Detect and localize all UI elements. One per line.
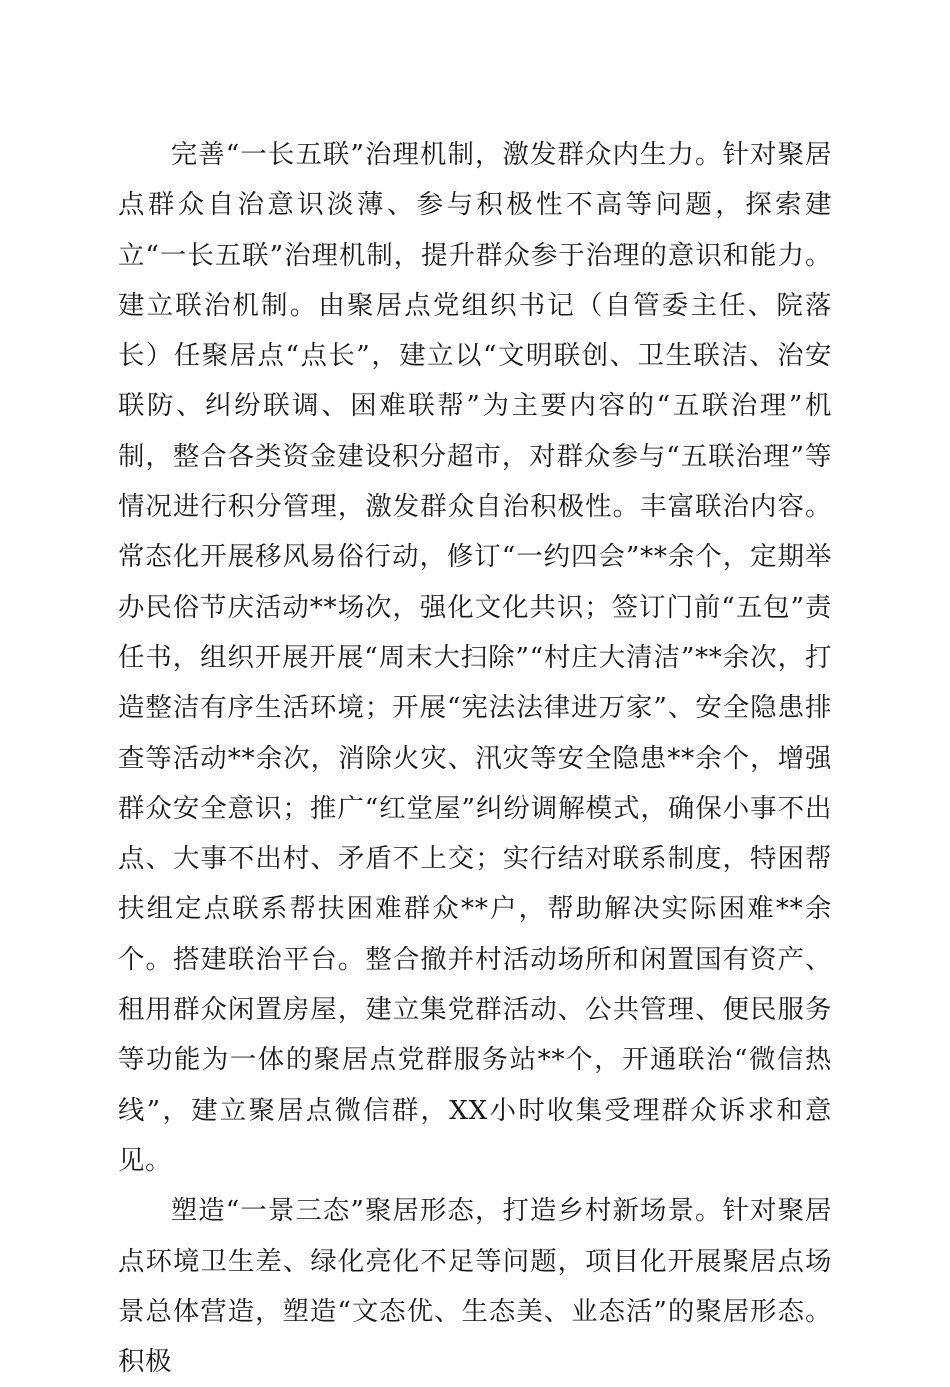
paragraph-yichang-wulian: 完善“一长五联”治理机制，激发群众内生力。针对聚居点群众自治意识淡薄、参与积极性不高等问题，探索建立“一长五联”治理机制，提升群众参于治理的意识和能力。建立联治机制。由聚居点党组织书记（自管委主任、院落长）任聚居点“点长”，建立以“文明联创、卫生联洁、治安联防、纠纷联调、困难联帮”为主要内容的“五联治理”机制，整合各类资金建设积分超市，对群众参与“五联治理”等情况进行积分管理，激发群众自治积极性。丰富联治内容。常态化开展移风易俗行动，修订“一约四会”**余个，定期举办民俗节庆活动**场次，强化文化共识；签订门前“五包”责任书，组织开展开展“周末大扫除”“村庄大清洁”**余次，打造整洁有序生活环境；开展“宪法法律进万家”、安全隐患排查等活动**余次，消除火灾、汛灾等安全隐患**余个，增强群众安全意识；推广“红堂屋”纠纷调解模式，确保小事不出点、大事不出村、矛盾不上交；实行结对联系制度，特困帮扶组定点联系帮扶困难群众**户，帮助解决实际困难**余个。搭建联治平台。整合撤并村活动场所和闲置国有资产、租用群众闲置房屋，建立集党群活动、公共管理、便民服务等功能为一体的聚居点党群服务站**个，开通联治“微信热线”，建立聚居点微信群，XX小时收集受理群众诉求和意见。 — [118, 139, 832, 1176]
document-body — [118, 130, 832, 1387]
paragraph-yijing-santai: 塑造“一景三态”聚居形态，打造乡村新场景。针对聚居点环境卫生差、绿化亮化不足等问题，项目化开展聚居点场景总体营造，塑造“文态优、生态美、业态活”的聚居形态。积极 — [118, 1195, 832, 1378]
